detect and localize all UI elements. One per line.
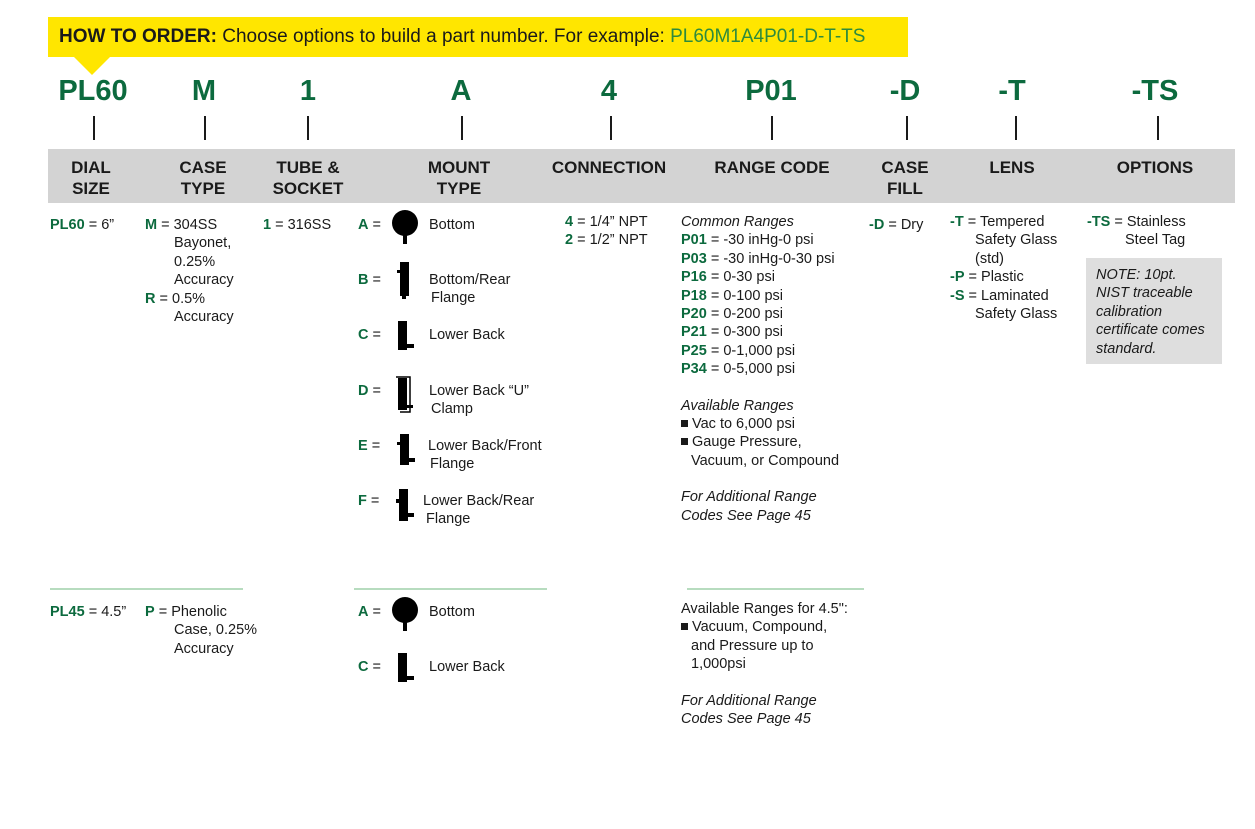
u-clamp-icon bbox=[395, 375, 417, 415]
option-ts: -TS = Stainless Steel Tag bbox=[1087, 214, 1186, 249]
header-mount-type: MOUNT TYPE bbox=[427, 158, 491, 198]
mount-f-label: Lower Back/Rear Flange bbox=[423, 493, 535, 528]
mount-option-c: C = bbox=[358, 327, 381, 343]
header-range-code: RANGE CODE bbox=[714, 158, 830, 177]
case-option-m: M = 304SS Bayonet, 0.25% Accuracy R = 0.5% Accuracy bbox=[145, 217, 234, 326]
round-bottom-mount-icon bbox=[391, 594, 419, 632]
round-bottom-mount-icon bbox=[391, 207, 419, 245]
lower-back-icon bbox=[396, 652, 418, 686]
tick-tube-socket bbox=[307, 116, 309, 140]
banner-heading: HOW TO ORDER: bbox=[59, 26, 217, 47]
case-option-p: P = Phenolic Case, 0.25% Accuracy bbox=[145, 604, 258, 657]
bullet-icon bbox=[681, 623, 688, 630]
banner-description: Choose options to build a part number. For example: bbox=[216, 26, 671, 47]
mount-a-label: Bottom bbox=[429, 217, 475, 233]
bullet-icon bbox=[681, 438, 688, 445]
banner-text bbox=[59, 26, 865, 48]
pl60-dial-option: PL60 = 6” bbox=[50, 217, 115, 233]
lower-back-icon bbox=[396, 320, 418, 354]
banner-pointer bbox=[74, 57, 110, 75]
pl45-mount-option-a: A = bbox=[358, 604, 381, 620]
connection-options: 4 = 1/4” NPT 2 = 1/2” NPT bbox=[565, 214, 648, 249]
mount-option-a: A = bbox=[358, 217, 381, 233]
range-code-list: Common Ranges P01 = -30 inHg-0 psi P03 = -30 inHg-0-30 psi P16 = 0-30 psi P18 = 0-100 psi P20 = 0-200 psi P21 = 0-300 psi P25 = 0-1,000 psi P34 = 0-5,000 psi Available Ranges Vac to 6,000 psi Gauge Pressure, Vacuum, or Compound For Additional Range Codes See Page 45 bbox=[681, 214, 840, 524]
divider-range bbox=[687, 588, 864, 590]
mount-option-e: E = bbox=[358, 438, 381, 454]
mount-option-f: F = bbox=[358, 493, 380, 509]
divider-mount bbox=[354, 588, 547, 590]
header-tube-socket: TUBE & SOCKET bbox=[272, 158, 344, 198]
header-lens: LENS bbox=[989, 158, 1035, 177]
tick-case-fill bbox=[906, 116, 908, 140]
code-range: P01 bbox=[745, 75, 797, 107]
header-connection: CONNECTION bbox=[551, 158, 667, 177]
header-options: OPTIONS bbox=[1116, 158, 1194, 177]
pl45-range-info: Available Ranges for 4.5": Vacuum, Compound, and Pressure up to 1,000psi For Additional Range Codes See Page 45 bbox=[681, 601, 848, 728]
mount-option-b: B = bbox=[358, 272, 381, 288]
tick-dial-size bbox=[93, 116, 95, 140]
divider-dial-case bbox=[50, 588, 243, 590]
nist-note: NOTE: 10pt. NIST traceable calibration certificate comes standard. bbox=[1086, 258, 1222, 364]
mount-b-label: Bottom/Rear Flange bbox=[429, 272, 511, 307]
tick-lens bbox=[1015, 116, 1017, 140]
code-connection: 4 bbox=[600, 75, 618, 107]
header-case-type: CASE TYPE bbox=[179, 158, 227, 198]
code-case-type: M bbox=[191, 75, 217, 107]
pl45-mount-a-label: Bottom bbox=[429, 604, 475, 620]
tick-case-type bbox=[204, 116, 206, 140]
tick-mount-type bbox=[461, 116, 463, 140]
bottom-rear-flange-icon bbox=[396, 260, 416, 300]
mount-d-label: Lower Back “U” Clamp bbox=[429, 383, 529, 418]
mount-c-label: Lower Back bbox=[429, 327, 505, 343]
how-to-order-banner bbox=[48, 17, 908, 57]
tube-option-1: 1 = 316SS bbox=[263, 217, 332, 233]
rear-flange-icon bbox=[395, 487, 417, 525]
front-flange-icon bbox=[396, 432, 418, 468]
code-dial-size: PL60 bbox=[58, 75, 128, 107]
code-case-fill: -D bbox=[889, 75, 921, 107]
code-lens: -T bbox=[998, 75, 1026, 107]
code-options: -TS bbox=[1131, 75, 1179, 107]
mount-e-label: Lower Back/Front Flange bbox=[428, 438, 542, 473]
lens-options: -T = Tempered Safety Glass (std) -P = Plastic -S = Laminated Safety Glass bbox=[950, 214, 1058, 323]
code-tube-socket: 1 bbox=[299, 75, 317, 107]
tick-range bbox=[771, 116, 773, 140]
pl45-mount-option-c: C = bbox=[358, 659, 381, 675]
header-case-fill: CASE FILL bbox=[881, 158, 929, 198]
mount-option-d: D = bbox=[358, 383, 381, 399]
pl45-mount-c-label: Lower Back bbox=[429, 659, 505, 675]
tick-options bbox=[1157, 116, 1159, 140]
pl45-dial-option: PL45 = 4.5” bbox=[50, 604, 127, 620]
code-mount-type: A bbox=[450, 75, 472, 107]
tick-connection bbox=[610, 116, 612, 140]
banner-example: PL60M1A4P01-D-T-TS bbox=[670, 26, 866, 47]
case-fill-option: -D = Dry bbox=[869, 217, 924, 233]
header-dial-size: DIAL SIZE bbox=[71, 158, 111, 198]
bullet-icon bbox=[681, 420, 688, 427]
